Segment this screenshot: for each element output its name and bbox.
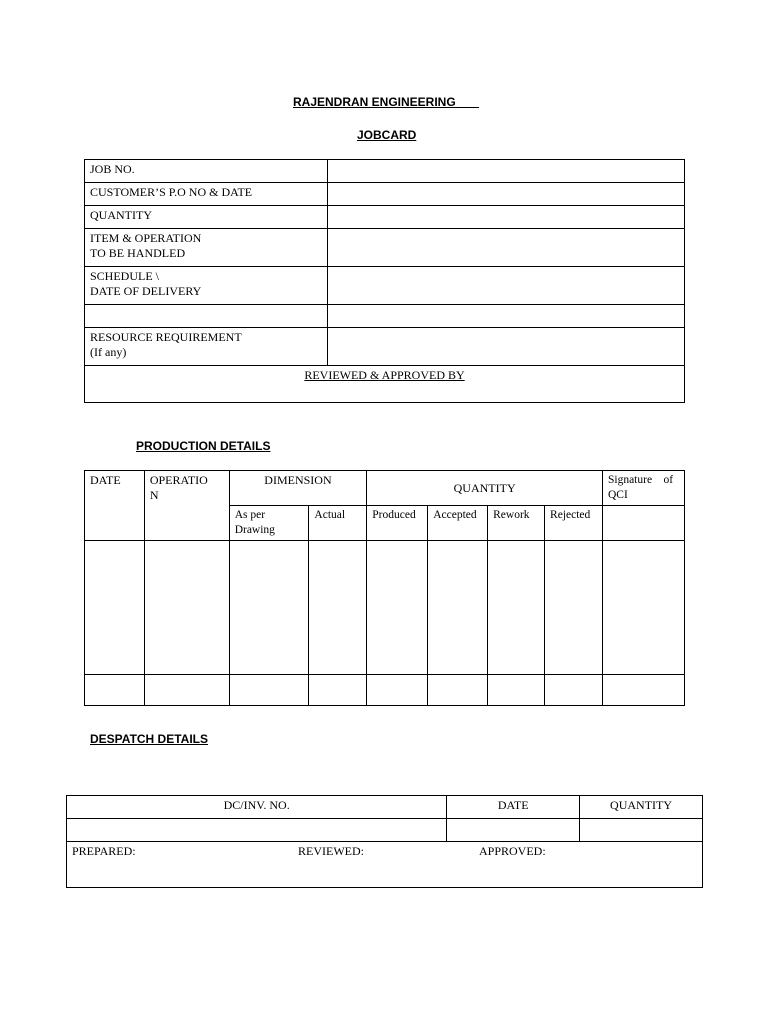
- job-info-table: [84, 159, 685, 403]
- table-cell[interactable]: [309, 541, 367, 675]
- despatch-date-header: DATE: [447, 796, 580, 819]
- resource-line1: RESOURCE REQUIREMENT: [90, 330, 242, 344]
- table-cell[interactable]: [367, 541, 428, 675]
- rework-header: Rework: [488, 506, 545, 541]
- despatch-quantity-field[interactable]: [580, 819, 703, 842]
- schedule-line1: SCHEDULE \: [90, 269, 159, 283]
- table-cell[interactable]: [602, 541, 684, 675]
- quantity-field[interactable]: [327, 206, 684, 229]
- reviewed-label: REVIEWED:: [298, 844, 364, 858]
- item-operation-field[interactable]: [327, 229, 684, 267]
- despatch-details-heading: DESPATCH DETAILS: [90, 732, 209, 746]
- signature-subcell: [602, 506, 684, 541]
- signature-header-line2: QCI: [607, 489, 628, 501]
- blank-label: [85, 305, 328, 328]
- table-cell[interactable]: [545, 675, 603, 706]
- resource-line2: (If any): [90, 345, 127, 359]
- signoff-cell[interactable]: [67, 842, 703, 888]
- prepared-label: PREPARED:: [72, 844, 136, 858]
- table-cell[interactable]: [488, 675, 545, 706]
- despatch-quantity-header: QUANTITY: [580, 796, 703, 819]
- table-row: [85, 541, 685, 675]
- reviewed-approved-label: REVIEWED & APPROVED BY: [304, 368, 465, 382]
- item-operation-line2: TO BE HANDLED: [90, 246, 186, 260]
- as-per-line2: Drawing: [234, 524, 275, 536]
- blank-field[interactable]: [327, 305, 684, 328]
- signature-header-line1: Signature of: [607, 474, 674, 486]
- rejected-header: Rejected: [545, 506, 603, 541]
- resource-label: [85, 328, 328, 366]
- company-name: RAJENDRAN ENGINEERING: [293, 95, 480, 109]
- table-cell[interactable]: [309, 675, 367, 706]
- as-per-drawing-header: [229, 506, 309, 541]
- schedule-field[interactable]: [327, 267, 684, 305]
- actual-header: Actual: [309, 506, 367, 541]
- table-cell[interactable]: [367, 675, 428, 706]
- table-cell[interactable]: [144, 675, 229, 706]
- customer-po-label: CUSTOMER’S P.O NO & DATE: [85, 183, 328, 206]
- table-cell[interactable]: [144, 541, 229, 675]
- job-no-field[interactable]: [327, 160, 684, 183]
- table-cell[interactable]: [85, 541, 145, 675]
- despatch-table: [66, 795, 703, 888]
- table-cell[interactable]: [229, 541, 309, 675]
- quantity-header: QUANTITY: [367, 471, 603, 506]
- accepted-header: Accepted: [428, 506, 488, 541]
- quantity-label: QUANTITY: [85, 206, 328, 229]
- operation-header-line2: N: [149, 488, 159, 502]
- table-cell[interactable]: [545, 541, 603, 675]
- table-cell[interactable]: [428, 675, 488, 706]
- item-operation-label: [85, 229, 328, 267]
- resource-field[interactable]: [327, 328, 684, 366]
- dc-inv-field[interactable]: [67, 819, 447, 842]
- dc-inv-header: DC/INV. NO.: [67, 796, 447, 819]
- table-cell[interactable]: [488, 541, 545, 675]
- table-cell[interactable]: [602, 675, 684, 706]
- schedule-line2: DATE OF DELIVERY: [90, 284, 202, 298]
- as-per-line1: As per: [234, 509, 266, 521]
- date-header: DATE: [85, 471, 145, 541]
- table-row: [85, 675, 685, 706]
- table-cell[interactable]: [85, 675, 145, 706]
- table-cell[interactable]: [229, 675, 309, 706]
- operation-header: [144, 471, 229, 541]
- table-cell[interactable]: [428, 541, 488, 675]
- approved-label: APPROVED:: [479, 844, 546, 858]
- schedule-label: [85, 267, 328, 305]
- dimension-header: DIMENSION: [229, 471, 367, 506]
- production-details-heading: PRODUCTION DETAILS: [136, 439, 271, 453]
- signature-header: [602, 471, 684, 506]
- document-title: JOBCARD: [357, 128, 417, 142]
- item-operation-line1: ITEM & OPERATION: [90, 231, 202, 245]
- production-table: [84, 470, 685, 706]
- despatch-date-field[interactable]: [447, 819, 580, 842]
- job-no-label: JOB NO.: [85, 160, 328, 183]
- operation-header-line1: OPERATIO: [149, 473, 208, 487]
- produced-header: Produced: [367, 506, 428, 541]
- customer-po-field[interactable]: [327, 183, 684, 206]
- reviewed-approved-cell[interactable]: [85, 366, 685, 403]
